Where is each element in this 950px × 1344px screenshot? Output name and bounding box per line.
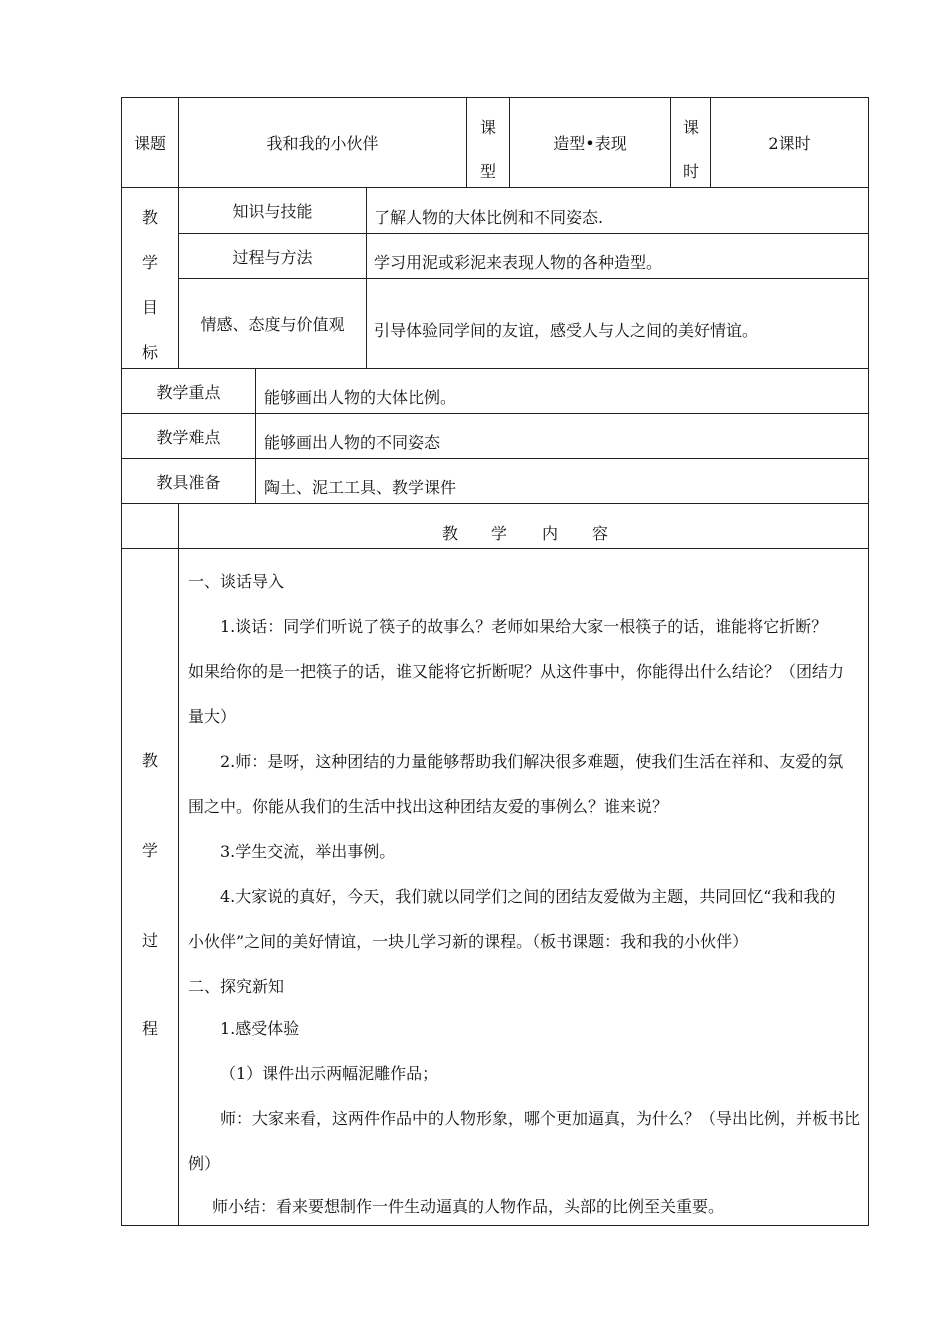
process-line: 4.大家说的真好，今天，我们就以同学们之间的团结友爱做为主题，共同回忆“我和我的 <box>220 887 836 906</box>
process-label-char-1: 教 <box>142 751 159 770</box>
process-line: 一、谈话导入 <box>188 572 285 591</box>
hours-value: 2课时 <box>768 134 811 153</box>
divider <box>121 503 869 504</box>
process-label-char-4: 程 <box>142 1019 159 1038</box>
process-line: 1.感受体验 <box>220 1019 300 1038</box>
content-header-char-1: 教 <box>442 524 459 543</box>
difficult-point-text: 能够画出人物的不同姿态 <box>264 433 441 452</box>
materials-label: 教具准备 <box>156 472 221 492</box>
hours-label-char-2: 时 <box>683 162 700 181</box>
hours-label-char-1: 课 <box>683 118 700 137</box>
type-label-char-1: 课 <box>480 118 497 137</box>
process-line: 师：大家来看，这两件作品中的人物形象，哪个更加逼真，为什么？（导出比例，并板书比 <box>220 1109 861 1128</box>
content-header-char-2: 学 <box>491 524 508 543</box>
process-line: 如果给你的是一把筷子的话，谁又能将它折断呢？从这件事中，你能得出什么结论？（团结力 <box>188 662 845 681</box>
table-border-left <box>121 97 122 1226</box>
process-line: 围之中。你能从我们的生活中找出这种团结友爱的事例么？谁来说？ <box>188 797 669 816</box>
objective-process-label: 过程与方法 <box>232 247 313 267</box>
objective-emotion-label: 情感、态度与价值观 <box>200 315 345 334</box>
key-point-text: 能够画出人物的大体比例。 <box>264 388 457 407</box>
objective-knowledge-text: 了解人物的大体比例和不同姿态. <box>374 208 604 227</box>
objectives-label-char-2: 学 <box>142 253 159 272</box>
divider <box>255 368 256 504</box>
objectives-label-char-4: 标 <box>142 343 159 362</box>
content-header-char-3: 内 <box>542 524 559 543</box>
objective-knowledge-label: 知识与技能 <box>232 202 313 221</box>
objective-emotion-text: 引导体验同学间的友谊，感受人与人之间的美好情谊。 <box>374 321 759 340</box>
divider <box>670 97 671 187</box>
key-point-label: 教学重点 <box>156 382 221 402</box>
table-border-bottom <box>121 1225 869 1226</box>
topic-value: 我和我的小伙伴 <box>266 134 379 153</box>
divider <box>466 97 467 187</box>
objective-process-text: 学习用泥或彩泥来表现人物的各种造型。 <box>374 253 663 272</box>
divider <box>178 503 179 1225</box>
type-label-char-2: 型 <box>480 162 497 181</box>
process-line: 2.师：是呀，这种团结的力量能够帮助我们解决很多难题，使我们生活在祥和、友爱的氛 <box>220 752 844 771</box>
topic-label: 课题 <box>133 134 166 153</box>
process-line: 3.学生交流，举出事例。 <box>220 842 396 861</box>
divider <box>121 548 869 549</box>
type-value: 造型•表现 <box>553 134 627 153</box>
process-label-char-3: 过 <box>142 931 159 950</box>
table-border-right <box>868 97 869 1226</box>
process-label-char-2: 学 <box>142 841 159 860</box>
process-line: 1.谈话：同学们听说了筷子的故事么？老师如果给大家一根筷子的话，谁能将它折断？ <box>220 617 828 636</box>
objectives-label-char-3: 目 <box>142 298 159 317</box>
difficult-point-label: 教学难点 <box>156 427 221 447</box>
process-line: 二、探究新知 <box>188 977 285 996</box>
process-line: 师小结：看来要想制作一件生动逼真的人物作品，头部的比例至关重要。 <box>212 1197 725 1216</box>
materials-text: 陶土、泥工工具、教学课件 <box>264 478 457 497</box>
process-line: 例） <box>188 1154 221 1173</box>
process-line: 量大） <box>188 707 237 726</box>
objectives-label-char-1: 教 <box>142 208 159 227</box>
process-line: （1）课件出示两幅泥雕作品； <box>220 1064 439 1083</box>
content-header-char-4: 容 <box>592 524 609 543</box>
process-line: 小伙伴”之间的美好情谊，一块儿学习新的课程。（板书课题：我和我的小伙伴） <box>188 932 749 951</box>
